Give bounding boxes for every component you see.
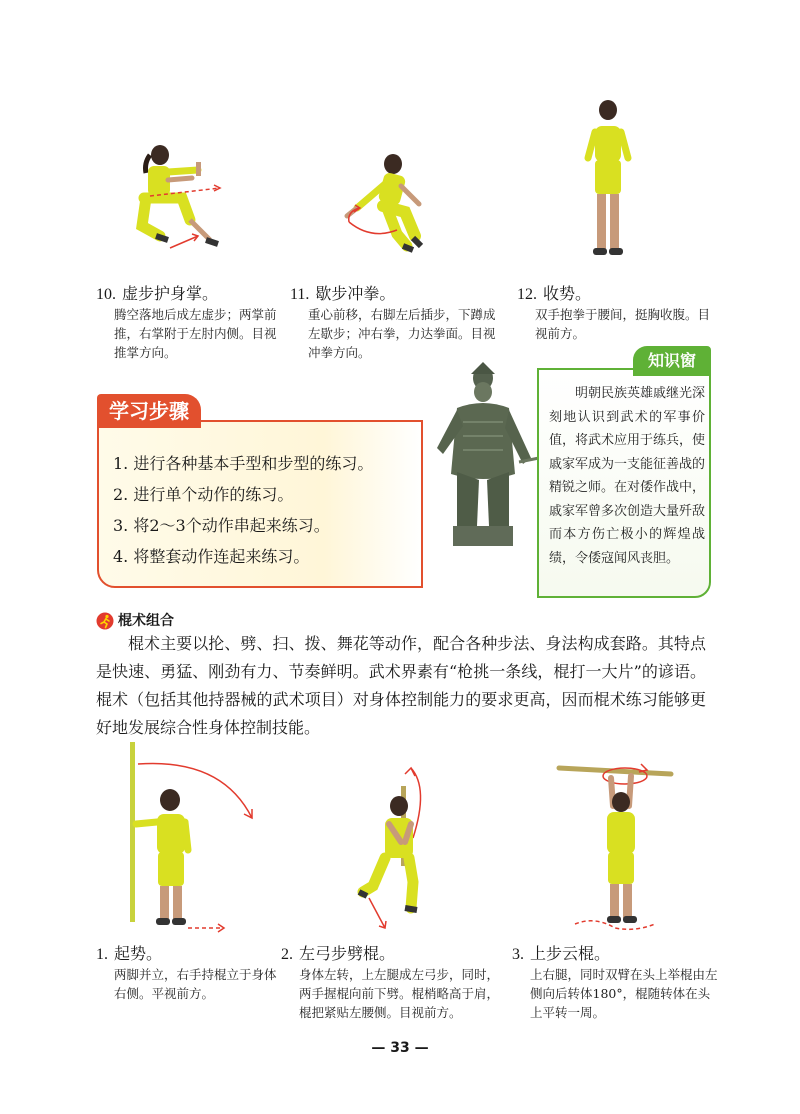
staff-figure-3-step-cloud-staff <box>555 756 675 936</box>
caption-body: 重心前移，右脚左后插步，下蹲成左歇步；冲右拳，力达拳面。目视冲拳方向。 <box>308 307 496 360</box>
figure-12-closing-stance <box>578 98 638 268</box>
section-title <box>96 611 174 631</box>
caption-body: 双手抱拳于腰间，挺胸收腹。目视前方。 <box>535 307 711 341</box>
page-number: — 33 — <box>371 1040 429 1056</box>
caption-figure-11 <box>290 284 504 362</box>
caption-body: 身体左转，上左腿成左弓步，同时，两手握棍向前下劈。棍梢略高于肩，棍把紧贴左腰侧。目视前方。 <box>299 967 500 1020</box>
caption-heading: 左弓步劈棍。 <box>299 944 396 963</box>
caption-title <box>96 284 286 305</box>
staff-figure-2-bow-stance-chop <box>355 758 455 938</box>
caption-heading: 起势。 <box>114 944 163 963</box>
caption-number: 3. <box>512 946 524 963</box>
caption-staff-2 <box>281 944 505 1022</box>
caption-title <box>96 944 286 965</box>
step-item: 3. 将2～3个动作串起来练习。 <box>113 516 330 535</box>
caption-figure-10 <box>96 284 286 362</box>
qi-jiguang-statue-image <box>427 362 542 552</box>
learning-steps-title: 学习步骤 <box>97 394 201 428</box>
caption-number: 10. <box>96 286 116 303</box>
caption-title <box>512 944 718 965</box>
caption-heading: 收势。 <box>543 284 592 303</box>
caption-title <box>281 944 505 965</box>
caption-body: 上右腿，同时双臂在头上举棍由左侧向后转体180°，棍随转体在头上平转一周。 <box>530 967 718 1020</box>
caption-number: 12. <box>517 286 537 303</box>
caption-staff-1 <box>96 944 286 1003</box>
caption-body: 腾空落地后成左虚步；两掌前推，右掌附于左肘内侧。目视推掌方向。 <box>114 307 277 360</box>
step-item: 1. 进行各种基本手型和步型的练习。 <box>113 454 374 473</box>
knowledge-window-text: 明朝民族英雄戚继光深刻地认识到武术的军事价值，将武术应用于练兵，使戚家军成为一支能征善战的精锐之师。在对倭作战中，戚家军曾多次创造大量歼敌而本方伤亡极小的辉煌战绩，令倭寇闻风丧胆。 <box>549 386 706 566</box>
section-paragraph: 棍术主要以抡、劈、扫、拨、舞花等动作，配合各种步法、身法构成套路。其特点是快速、勇猛、刚劲有力、节奏鲜明。武术界素有“枪挑一条线，棍打一大片”的谚语。棍术（包括其他持器械的武术项目）对身体控制能力的要求更高，因而棍术练习能够更好地发展综合性身体控制技能。 <box>96 634 706 737</box>
step-item: 4. 将整套动作连起来练习。 <box>113 547 310 566</box>
caption-heading: 上步云棍。 <box>530 944 611 963</box>
caption-heading: 虚步护身掌。 <box>122 284 219 303</box>
step-item: 2. 进行单个动作的练习。 <box>113 485 294 504</box>
learning-steps-list <box>113 448 373 572</box>
caption-body: 两脚并立，右手持棍立于身体右侧。平视前方。 <box>114 967 277 1001</box>
caption-staff-3 <box>512 944 718 1022</box>
staff-figure-1-starting-stance <box>112 738 262 938</box>
figure-10-empty-stance-palm <box>120 140 230 260</box>
caption-number: 11. <box>290 286 310 303</box>
section-title-text: 棍术组合 <box>118 613 174 629</box>
knowledge-window-title: 知识窗 <box>633 346 711 376</box>
caption-number: 1. <box>96 946 108 963</box>
caption-number: 2. <box>281 946 293 963</box>
caption-title <box>290 284 504 305</box>
caption-figure-12 <box>517 284 711 343</box>
caption-heading: 歇步冲拳。 <box>315 284 396 303</box>
figure-11-resting-stance-punch <box>335 150 445 265</box>
caption-title <box>517 284 711 305</box>
